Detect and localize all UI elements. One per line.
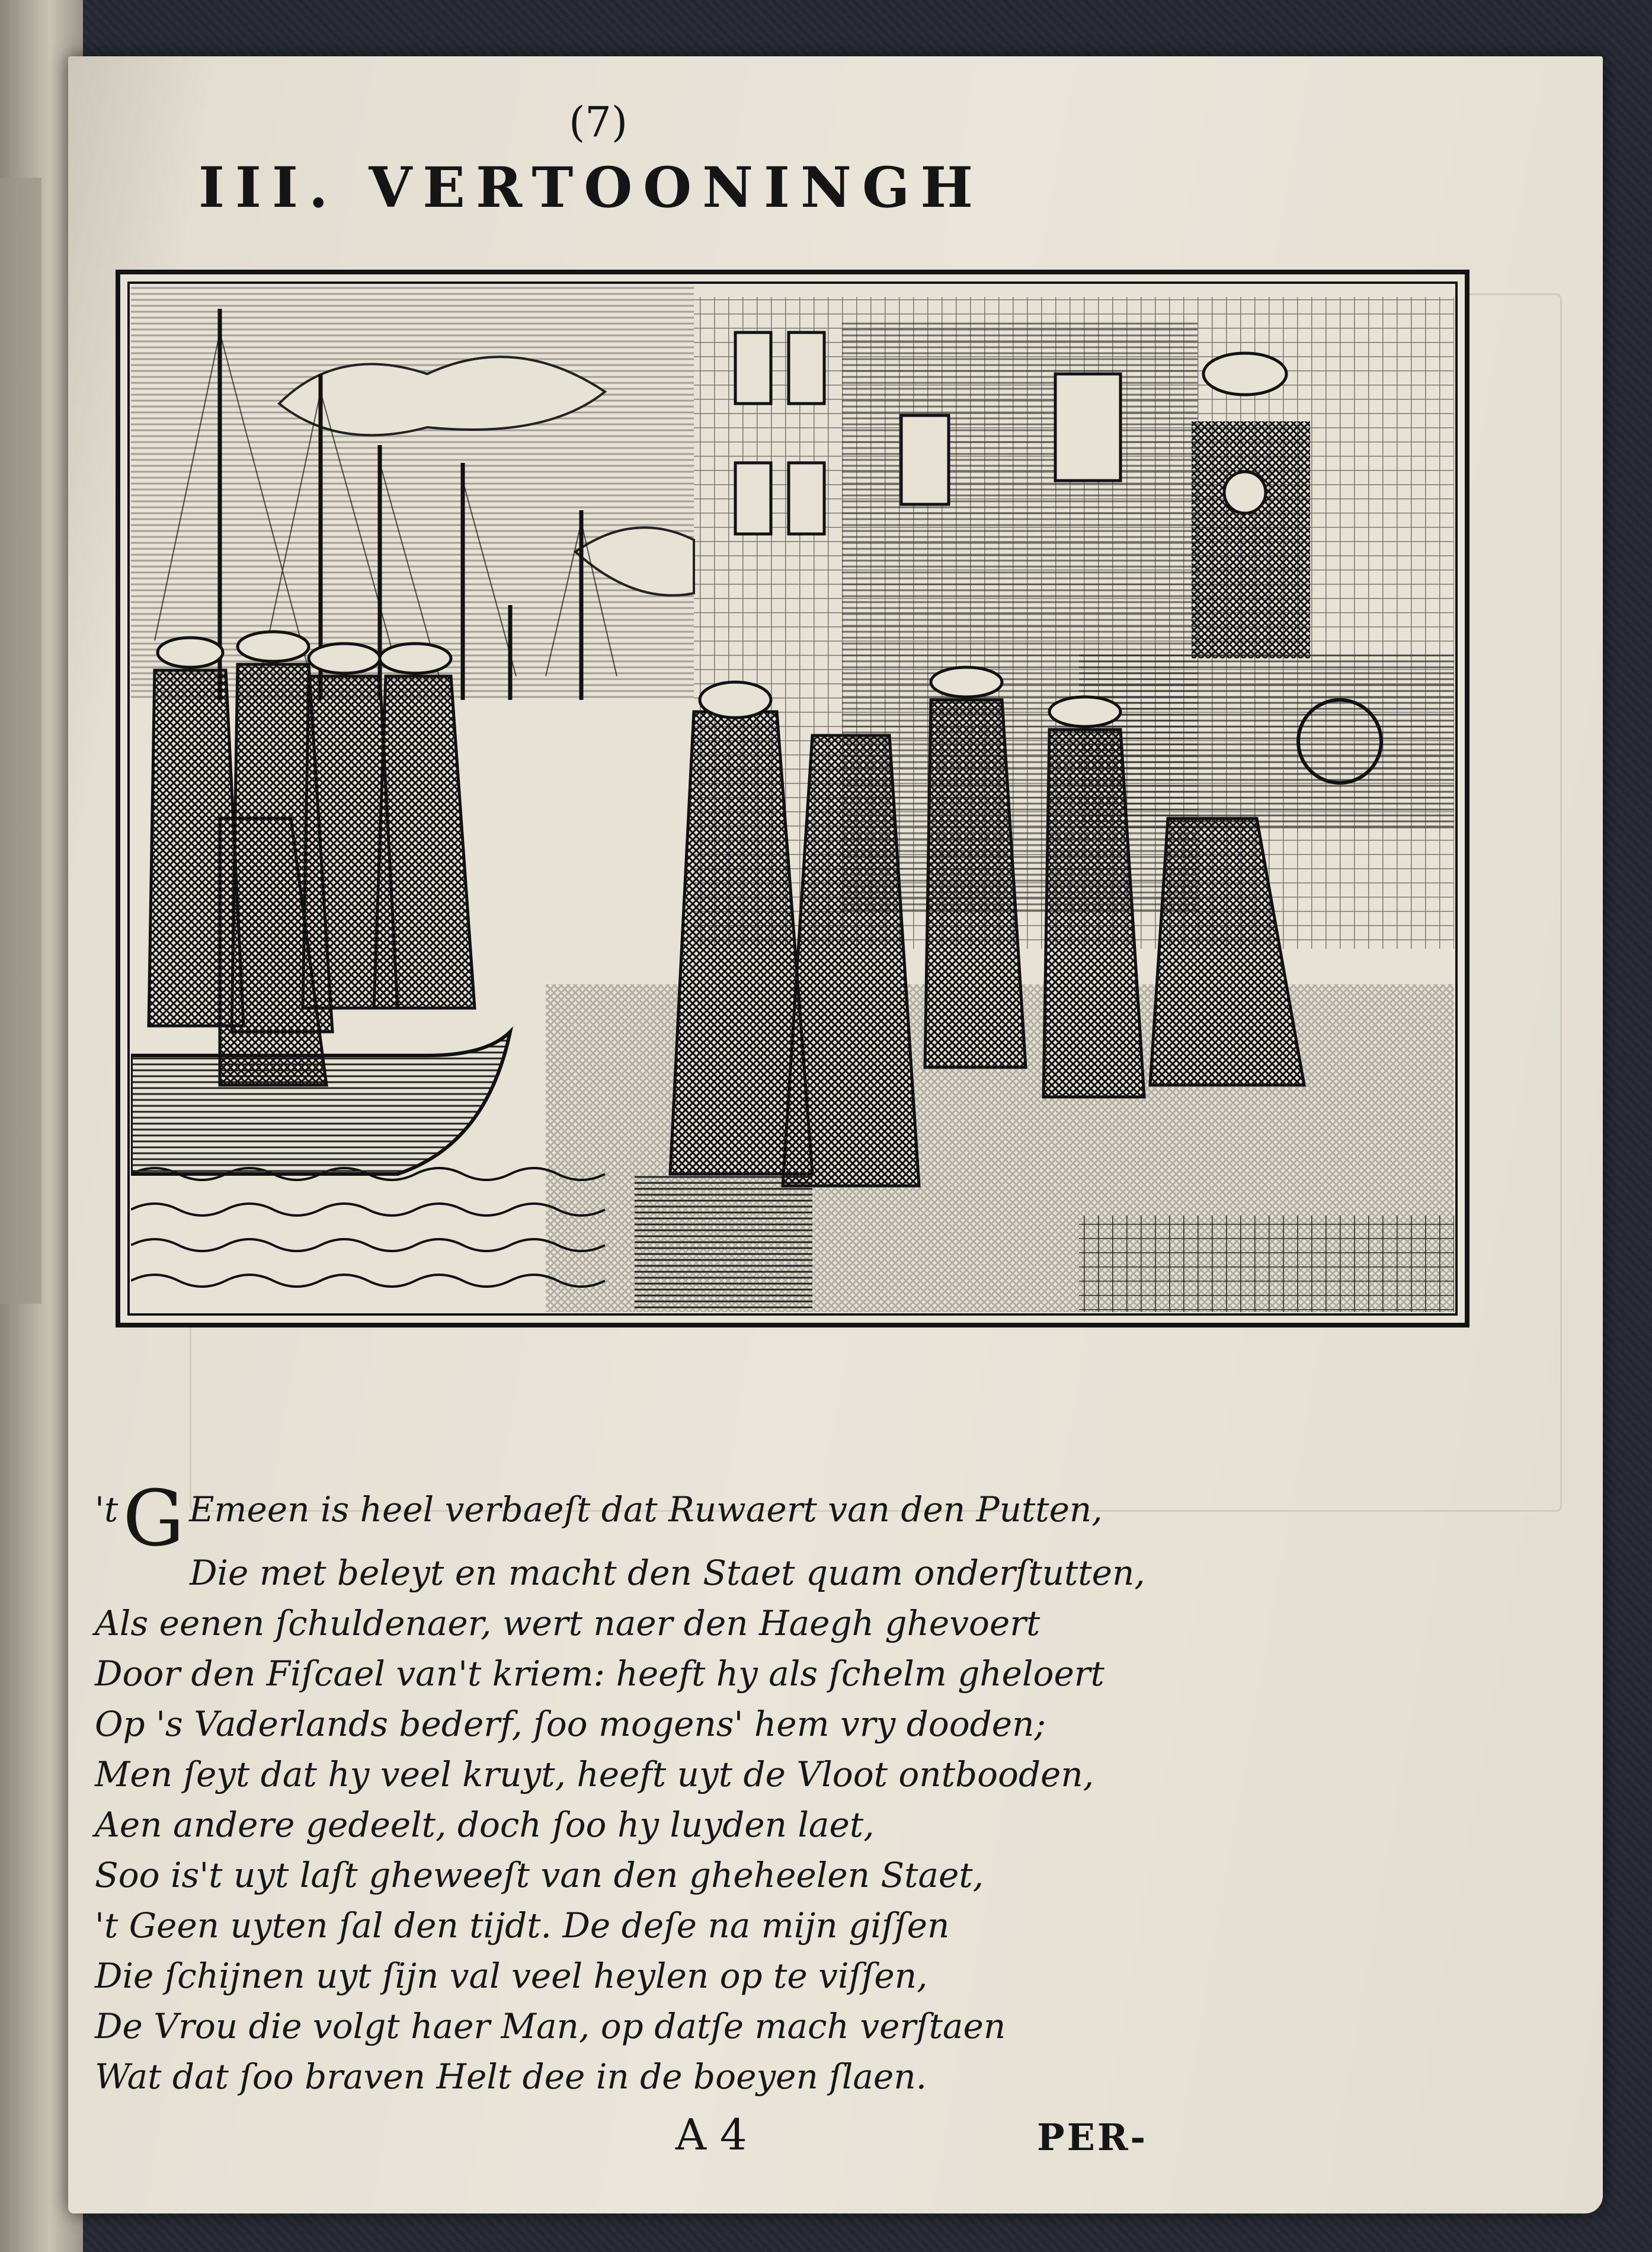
catchword: PER- [1037, 2116, 1148, 2159]
harbour-scene-engraving [131, 285, 1454, 1312]
poem [95, 1473, 1145, 2102]
signature-mark: A 4 [675, 2110, 747, 2160]
poem-line-12: Wat dat ſoo braven Helt dee in de boeyen ſlaen. [95, 2056, 927, 2097]
poem-line-3: Als eenen ſchuldenaer, wert naer den Haegh ghevoert [95, 1603, 1040, 1643]
page-title: III. VERTOONINGH [199, 155, 984, 220]
poem-line-4: Door den Fiſcael van't kriem: heeft hy als ſchelm gheloert [95, 1653, 1104, 1694]
left-page-plate [0, 178, 41, 1304]
poem-line-1 [95, 1473, 1145, 1563]
poem-line-5: Op 's Vaderlands bederf, ſoo mogens' hem vry dooden; [95, 1704, 1046, 1744]
poem-line-10: Die ſchijnen uyt ſijn val veel heylen op te viſſen, [95, 1956, 928, 1996]
poem-line-9: 't Geen uyten ſal den tijdt. De deſe na mijn giſſen [95, 1905, 950, 1946]
poem-line-text: Emeen is heel verbaeſt dat Ruwaert van den Putten, [189, 1489, 1103, 1530]
poem-line-7: Aen andere gedeelt, doch ſoo hy luyden laet, [95, 1805, 875, 1845]
page-number: (7) [569, 98, 628, 146]
poem-prefix: 't [95, 1489, 119, 1530]
poem-line-11: De Vrou die volgt haer Man, op datſe mach verſtaen [95, 2006, 1006, 2046]
poem-line-6: Men ſeyt dat hy veel kruyt, heeft uyt de Vloot ontbooden, [95, 1754, 1094, 1794]
poem-line-8: Soo is't uyt laſt gheweeſt van den gheheelen Staet, [95, 1855, 984, 1895]
engraving-illustration [116, 270, 1469, 1327]
drop-cap: G [123, 1473, 185, 1563]
poem-line-2: Die met beleyt en macht den Staet quam onderſtutten, [190, 1553, 1145, 1593]
